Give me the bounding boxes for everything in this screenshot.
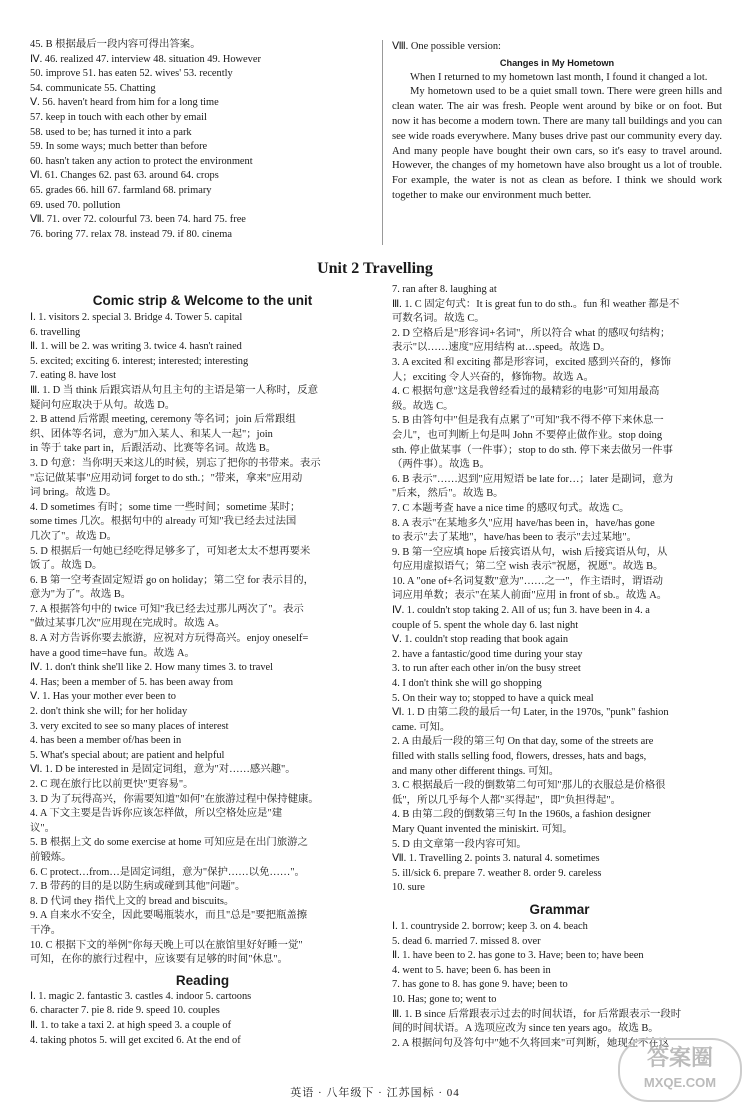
- answer-line: 4. Has; been a member of 5. has been away from: [30, 676, 234, 688]
- answer-line: Ⅵ. 61. Changes 62. past 63. around 64. crops: [30, 170, 219, 182]
- answer-line: 6. character 7. pie 8. ride 9. speed 10. couples: [30, 1005, 220, 1017]
- answer-line: Ⅴ. 1. Has your mother ever been to: [30, 691, 176, 703]
- answer-line: 7. B 带药的目的是以防生病或碰到其他"问题"。: [30, 881, 246, 893]
- answer-line: 4. B 由第二段的倒数第三句 In the 1960s, a fashion designer: [392, 809, 651, 821]
- page-footer: 英语 · 八年级下 · 江苏国标 · 04: [290, 1087, 460, 1099]
- answer-line: Ⅴ. 1. couldn't stop reading that book again: [392, 634, 569, 646]
- answer-line: 6. C protect…from…是固定词组，意为"保护……以免……"。: [30, 866, 305, 878]
- answer-line: 几次了"。故选 D。: [30, 530, 118, 542]
- answer-line: 意为"为了"。故选 B。: [30, 589, 132, 601]
- answer-line: 8. A 表示"在某地多久"应用 have/has been in，have/has gone: [392, 517, 655, 529]
- answer-line: 4. A 下文主要是告诉你应该怎样做，所以空格处应是"建: [30, 808, 283, 820]
- answer-line: 词应用单数；表示"在某人前面"应用 in front of sb.。故选 A。: [392, 590, 668, 602]
- answer-line: 7. eating 8. have lost: [30, 370, 116, 382]
- answer-line: Ⅲ. 1. B since 后常跟表示过去的时间状语，for 后常跟表示一段时: [392, 1008, 682, 1020]
- answer-line: 7. A 根据答句中的 twice 可知"我已经去过那儿两次了"。表示: [30, 603, 304, 615]
- answer-line: sth. 停止做某事（一件事）；stop to do sth. 停下来去做另一件事: [392, 444, 673, 456]
- answer-line: Ⅶ. 1. Travelling 2. points 3. natural 4. sometimes: [392, 853, 600, 865]
- answer-line: 7. has gone to 8. has gone 9. have; been to: [392, 979, 568, 991]
- answer-line: 人；exciting 令人兴奋的，修饰物。故选 A。: [392, 371, 595, 383]
- answer-line: 3. D 句意：当你明天来这儿的时候，别忘了把你的书带来。表示: [30, 457, 321, 469]
- answer-line: 10. C 根据下文的举例"你每天晚上可以在旅馆里好好睡一觉": [30, 939, 303, 951]
- answer-line: 低"，所以几乎每个人都"买得起"，即"负担得起"。: [392, 794, 622, 806]
- answer-line: couple of 5. spent the whole day 6. last night: [392, 619, 579, 631]
- answer-line: 句应用虚拟语气；第二空 wish 表示"祝愿，祝愿"。故选 B。: [392, 561, 664, 573]
- essay-paragraph-2: My hometown used to be a quiet small town. There were green hills and clean water. The air was fresh. People went around by bike or on foot. But now it has become a modern town. There are many tall buildings and you can see wide roads everywhere. Many buses drive past our community every day. And many people have bought their own cars, so it's easy to travel around. However, the changes of my hometown have also brought us a lot of trouble. For example, the water is not as clean as before. I think we should work together to make our environment much better.: [392, 86, 722, 201]
- answer-line: 4. I don't think she will go shopping: [392, 678, 542, 690]
- answer-line: 57. keep in touch with each other by email: [30, 111, 207, 123]
- grammar-answers: [392, 920, 727, 1051]
- answer-line: 54. communicate 55. Chatting: [30, 82, 156, 94]
- answer-line: 65. grades 66. hill 67. farmland 68. primary: [30, 184, 212, 196]
- answer-line: 级。故选 C。: [392, 400, 454, 412]
- answer-line: 2. B attend 后常跟 meeting, ceremony 等名词；join 后常跟组: [30, 414, 296, 426]
- answer-line: 2. C 现在旅行比以前更快"更容易"。: [30, 779, 194, 790]
- answer-line: Ⅲ. 1. C 固定句式：It is great fun to do sth.。fun 和 weather 都是不: [392, 298, 680, 310]
- answer-line: 59. In some ways; much better than before: [30, 141, 208, 153]
- answer-line: 10. Has; gone to; went to: [392, 993, 497, 1005]
- answer-line: Ⅰ. 1. magic 2. fantastic 3. castles 4. indoor 5. cartoons: [30, 990, 252, 1002]
- answer-line: 可知，在你的旅行过程中，应该要有足够的时间"休息"。: [30, 954, 288, 966]
- answer-line: 9. B 第一空应填 hope 后接宾语从句，wish 后接宾语从句，从: [392, 546, 668, 558]
- answer-line: in 等于 take part in，后跟活动、比赛等名词。故选 B。: [30, 443, 277, 455]
- essay-paragraph-1: When I returned to my hometown last month, I found it changed a lot.: [410, 71, 708, 83]
- answer-line: Mary Quant invented the miniskirt. 可知。: [392, 823, 573, 835]
- answer-line: 5. excited; exciting 6. interest; interested; interesting: [30, 355, 249, 367]
- answer-line: Ⅵ. 1. D be interested in 是固定词组，意为"对……感兴趣"。: [30, 764, 296, 776]
- answer-line: 69. used 70. pollution: [30, 199, 121, 211]
- answer-line: 会儿"，也可判断上句是叫 John 不要停止做作业。stop doing: [392, 429, 663, 441]
- answer-line: 5. B 由答句中"但是我有点累了"可知"我不得不停下来休息一: [392, 415, 664, 427]
- answer-line: 疑问句应取决于从句。故选 D。: [30, 399, 176, 411]
- answer-line: 4. has been a member of/has been in: [30, 735, 182, 747]
- answer-line: Ⅱ. 1. to take a taxi 2. at high speed 3. a couple of: [30, 1019, 232, 1031]
- reading-answers-continued: [392, 283, 727, 896]
- essay-title: Changes in My Hometown: [499, 57, 615, 68]
- answer-line: 5. What's special about; are patient and helpful: [30, 749, 225, 761]
- answer-line: 5. dead 6. married 7. missed 8. over: [392, 935, 541, 947]
- answer-line: 词 bring。故选 D。: [30, 487, 117, 499]
- answer-line: "后来，然后"。故选 B。: [392, 488, 504, 500]
- answer-line: 织、团体等名词，意为"加入某人、和某人一起"；join: [30, 428, 273, 440]
- answer-line: （两件事）。故选 B。: [392, 459, 490, 471]
- answer-line: 7. ran after 8. laughing at: [392, 284, 497, 295]
- answer-line: Ⅱ. 1. will be 2. was writing 3. twice 4. hasn't rained: [30, 341, 242, 353]
- answer-line: 10. A "one of+名词复数"意为"……之一"，作主语时，谓语动: [392, 575, 664, 587]
- model-essay: [392, 40, 722, 204]
- answer-line: 9. A 自来水不安全，因此要喝瓶装水，而且"总是"要把瓶盖擦: [30, 910, 308, 922]
- left-column: [30, 291, 375, 1048]
- answer-line: 3. to run after each other in/on the busy street: [392, 663, 581, 675]
- answer-line: 3. C 根据最后一段的倒数第二句可知"那儿的衣服总是价格很: [392, 780, 666, 792]
- answer-line: 5. B 根据上文 do some exercise at home 可知应是在出门旅游之: [30, 837, 308, 849]
- answer-line: came. 可知。: [392, 721, 451, 733]
- answer-line: 3. D 为了玩得高兴，你需要知道"如何"在旅游过程中保持健康。: [30, 793, 319, 805]
- answer-line: "忘记做某事"应用动词 forget to do sth.；"带来，拿来"应用动: [30, 472, 303, 484]
- top-left-answers: [30, 38, 370, 242]
- answer-line: 60. hasn't taken any action to protect the environment: [30, 155, 253, 167]
- answer-line: 2. A 根据问句及答句中"她不久将回来"可判断，她现在不在这: [392, 1037, 670, 1049]
- answer-line: 2. have a fantastic/good time during your stay: [392, 648, 583, 660]
- answer-line: Ⅲ. 1. D 当 think 后跟宾语从句且主句的主语是第一人称时，反意: [30, 384, 318, 396]
- answer-line: 6. B 表示"……迟到"应用短语 be late for…；later 是副词，意为: [392, 473, 674, 485]
- answer-line: 6. travelling: [30, 326, 81, 338]
- answer-line: Ⅶ. 71. over 72. colourful 73. been 74. hard 75. free: [30, 214, 246, 226]
- answer-line: 4. D sometimes 有时；some time 一些时间；sometime 某时；: [30, 501, 301, 513]
- answer-line: 4. C 根据句意"这是我曾经看过的最精彩的电影"可知用最高: [392, 386, 660, 398]
- answer-line: Ⅰ. 1. countryside 2. borrow; keep 3. on 4. beach: [392, 920, 588, 932]
- comic-answers: [30, 311, 375, 968]
- answer-line: 表示"以……速度"应用结构 at…speed。故选 D。: [392, 342, 611, 354]
- section-comic-strip: Comic strip & Welcome to the unit: [92, 293, 313, 308]
- answer-line: and many other different things. 可知。: [392, 765, 560, 777]
- answer-line: 前锻炼。: [30, 851, 72, 863]
- answer-line: 5. ill/sick 6. prepare 7. weather 8. order 9. careless: [392, 867, 602, 879]
- answer-line: 76. boring 77. relax 78. instead 79. if 80. cinema: [30, 228, 232, 240]
- answer-line: Ⅰ. 1. visitors 2. special 3. Bridge 4. Tower 5. capital: [30, 312, 243, 323]
- answer-line: to 表示"去了某地"，have/has been to 表示"去过某地"。: [392, 532, 637, 544]
- answer-line: 间的时间状语。A 选项应改为 since ten years ago。故选 B。: [392, 1023, 659, 1035]
- answer-line: Ⅳ. 1. don't think she'll like 2. How many times 3. to travel: [30, 662, 274, 674]
- answer-line: 58. used to be; has turned it into a park: [30, 126, 192, 138]
- answer-line: "做过某事几次"应用现在完成时。故选 A。: [30, 618, 226, 630]
- answer-line: 5. On their way to; stopped to have a quick meal: [392, 692, 594, 704]
- answer-line: Ⅵ. 1. D 由第二段的最后一句 Later, in the 1970s, "punk" fashion: [392, 707, 669, 719]
- answer-line: 10. sure: [392, 882, 425, 894]
- answer-line: 5. D 根据后一句她已经吃得足够多了，可知老太太不想再要米: [30, 545, 311, 557]
- answer-line: 8. A 对方告诉你要去旅游，应祝对方玩得高兴。enjoy oneself=: [30, 633, 309, 645]
- answer-line: 6. B 第一空考查固定短语 go on holiday；第二空 for 表示目的，: [30, 574, 315, 586]
- answer-line: 3. very excited to see so many places of interest: [30, 720, 229, 732]
- column-divider: [382, 40, 383, 245]
- answer-line: Ⅴ. 56. haven't heard from him for a long time: [30, 97, 219, 109]
- answer-line: Ⅳ. 46. realized 47. interview 48. situation 49. However: [30, 53, 261, 65]
- answer-line: 3. A excited 和 exciting 都是形容词，excited 感到兴奋的，修饰: [392, 356, 672, 368]
- answer-line: 议"。: [30, 822, 56, 834]
- answer-line: 2. A 由最后一段的第三句 On that day, some of the streets are: [392, 736, 654, 748]
- reading-answers: [30, 990, 375, 1048]
- section-reading: Reading: [175, 972, 230, 988]
- answer-line: Ⅳ. 1. couldn't stop taking 2. All of us; fun 3. have been in 4. a: [392, 605, 650, 617]
- answer-line: some times 几次。根据句中的 already 可知"我已经去过法国: [30, 516, 297, 528]
- answer-line: 50. improve 51. has eaten 52. wives' 53. recently: [30, 68, 233, 80]
- watermark-logo: [618, 1038, 742, 1102]
- right-column: [392, 283, 727, 1051]
- answer-line: 2. don't think she will; for her holiday: [30, 706, 188, 718]
- answer-line: 可数名词。故选 C。: [392, 313, 485, 325]
- answer-line: filled with stalls selling food, flowers, dresses, hats and bags,: [392, 751, 647, 762]
- answer-line: 7. C 本题考查 have a nice time 的感叹句式。故选 C。: [392, 502, 630, 514]
- section-grammar: Grammar: [529, 901, 590, 917]
- answer-line: 干净。: [30, 924, 62, 936]
- watermark-bottom: MXQE.COM: [643, 1075, 717, 1090]
- essay-intro: Ⅷ. One possible version:: [392, 41, 501, 52]
- answer-line: 5. D 由文章第一段内容可知。: [392, 838, 527, 850]
- answer-line: Ⅱ. 1. have been to 2. has gone to 3. Have; been to; have been: [392, 950, 644, 962]
- answer-line: have a good time=have fun。故选 A。: [30, 647, 195, 659]
- answer-line: 4. went to 5. have; been 6. has been in: [392, 964, 551, 976]
- answer-line: 45. B 根据最后一段内容可得出答案。: [30, 39, 201, 50]
- watermark-top: 答案圈: [646, 1045, 713, 1070]
- answer-line: 4. taking photos 5. will get excited 6. At the end of: [30, 1034, 241, 1046]
- unit-title: Unit 2 Travelling: [317, 260, 433, 277]
- answer-line: 饭了。故选 D。: [30, 560, 103, 572]
- answer-line: 2. D 空格后是"形容词+名词"，所以符合 what 的感叹句结构；: [392, 327, 671, 339]
- answer-line: 8. D 代词 they 指代上文的 bread and biscuits。: [30, 895, 235, 907]
